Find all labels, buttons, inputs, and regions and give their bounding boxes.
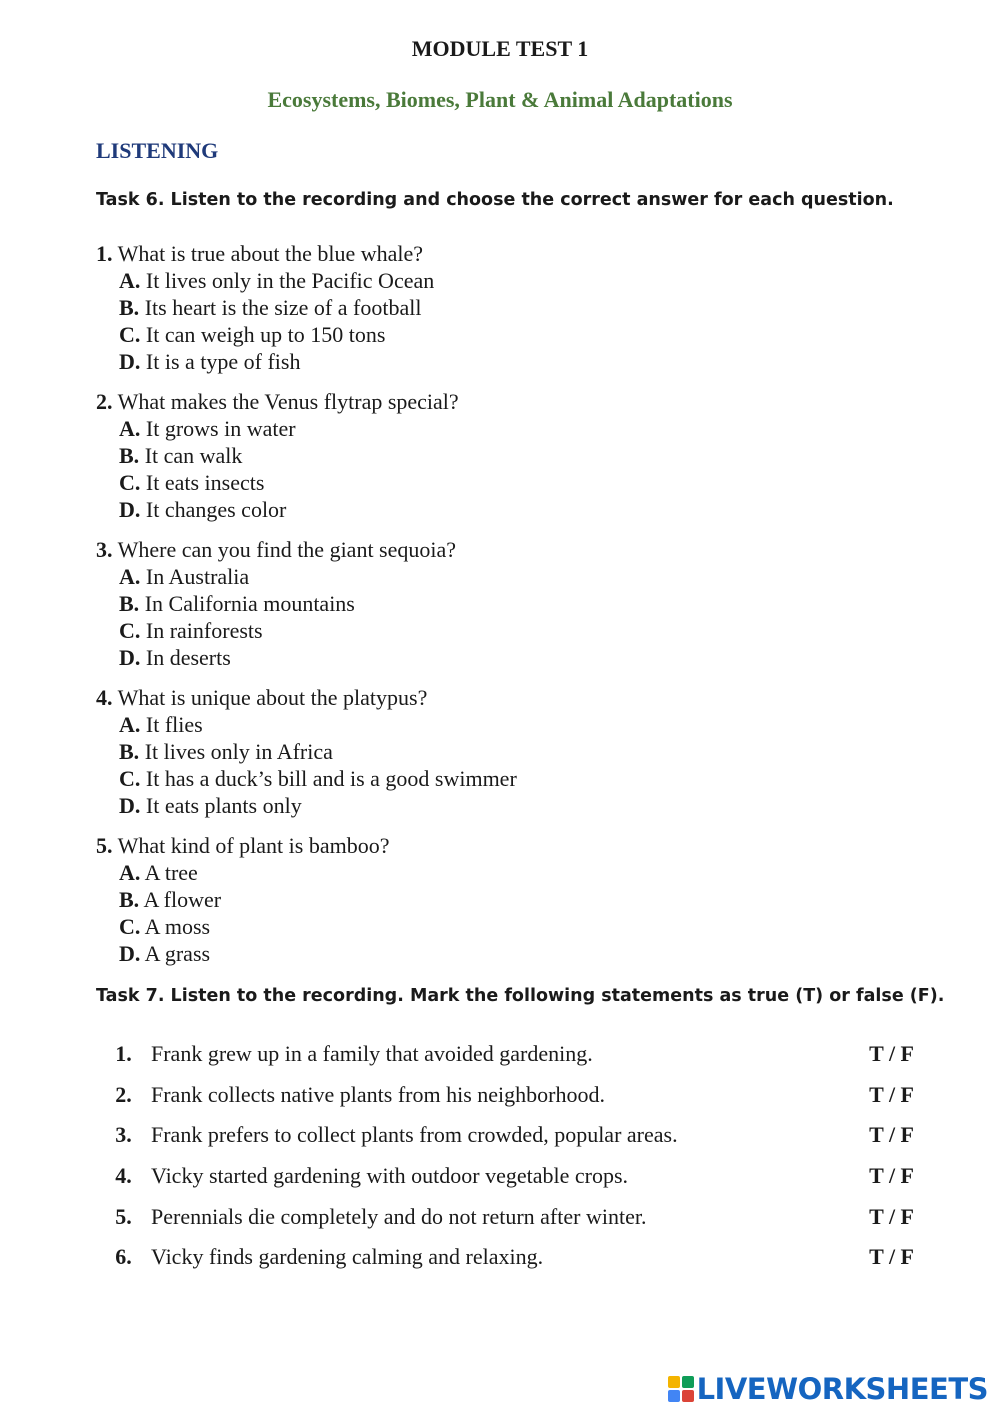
- true-false-choice[interactable]: T / F: [869, 1244, 914, 1270]
- option-text: A moss: [140, 914, 211, 939]
- task7-title: Task 7. Listen to the recording. Mark the following statements as true (T) or false (F).: [96, 986, 945, 1006]
- logo-text: LIVEWORKSHEETS: [696, 1372, 988, 1406]
- statement-number: 2.: [115, 1081, 132, 1107]
- option-letter: B.: [119, 443, 140, 468]
- option-letter: D.: [119, 349, 141, 374]
- statement-number: 4.: [115, 1163, 132, 1189]
- answer-option[interactable]: [96, 617, 956, 644]
- answer-option[interactable]: [96, 267, 956, 294]
- question-text: What is true about the blue whale?: [112, 241, 424, 266]
- answer-option[interactable]: [96, 469, 956, 496]
- answer-option[interactable]: [96, 859, 956, 886]
- option-text: It grows in water: [140, 416, 296, 441]
- answer-option[interactable]: [96, 442, 956, 469]
- option-letter: B.: [119, 739, 140, 764]
- statement-text: Vicky started gardening with outdoor vegetable crops.: [151, 1163, 629, 1189]
- option-text: It is a type of fish: [140, 349, 301, 374]
- option-text: In Australia: [140, 564, 250, 589]
- option-text: Its heart is the size of a football: [139, 295, 422, 320]
- answer-option[interactable]: [96, 644, 956, 671]
- option-letter: C.: [119, 766, 141, 791]
- page-title: MODULE TEST 1: [411, 36, 589, 61]
- page-subtitle: Ecosystems, Biomes, Plant & Animal Adaptations: [267, 87, 733, 112]
- answer-option[interactable]: [96, 415, 956, 442]
- statement-row: [96, 1237, 928, 1278]
- option-letter: D.: [119, 497, 141, 522]
- true-false-choice[interactable]: T / F: [869, 1081, 914, 1107]
- statement-number: 3.: [115, 1122, 132, 1148]
- option-letter: B.: [119, 295, 140, 320]
- statement-text: Frank collects native plants from his neighborhood.: [151, 1081, 605, 1107]
- true-false-choice[interactable]: T / F: [869, 1163, 914, 1189]
- answer-option[interactable]: [96, 711, 956, 738]
- option-text: It can walk: [139, 443, 243, 468]
- question-text: Where can you find the giant sequoia?: [112, 537, 457, 562]
- option-text: It has a duck’s bill and is a good swimmer: [140, 766, 517, 791]
- option-text: It can weigh up to 150 tons: [140, 322, 386, 347]
- true-false-choice[interactable]: T / F: [869, 1203, 914, 1229]
- question-text: What makes the Venus flytrap special?: [112, 389, 459, 414]
- statement-row: [96, 1075, 928, 1116]
- answer-option[interactable]: [96, 294, 956, 321]
- option-letter: C.: [119, 914, 141, 939]
- task6-title: Task 6. Listen to the recording and choose the correct answer for each question.: [96, 190, 894, 210]
- statement-text: Frank prefers to collect plants from crowded, popular areas.: [151, 1122, 678, 1148]
- statement-text: Perennials die completely and do not return after winter.: [151, 1203, 647, 1229]
- option-letter: D.: [119, 793, 141, 818]
- question-stem: [96, 832, 956, 859]
- true-false-choice[interactable]: T / F: [869, 1122, 914, 1148]
- question-text: What is unique about the platypus?: [112, 685, 428, 710]
- option-letter: A.: [119, 860, 141, 885]
- question-number: 5.: [96, 833, 113, 858]
- question-number: 3.: [96, 537, 113, 562]
- answer-option[interactable]: [96, 738, 956, 765]
- liveworksheets-logo-icon: [668, 1376, 694, 1402]
- option-text: It eats plants only: [140, 793, 302, 818]
- option-text: It changes color: [140, 497, 287, 522]
- answer-option[interactable]: [96, 321, 956, 348]
- option-letter: A.: [119, 564, 141, 589]
- question-number: 1.: [96, 241, 113, 266]
- answer-option[interactable]: [96, 940, 956, 967]
- option-text: In California mountains: [139, 591, 355, 616]
- answer-option[interactable]: [96, 348, 956, 375]
- answer-option[interactable]: [96, 913, 956, 940]
- section-heading-listening: LISTENING: [96, 138, 219, 163]
- answer-option[interactable]: [96, 496, 956, 523]
- statement-row: [96, 1156, 928, 1197]
- question-number: 4.: [96, 685, 113, 710]
- task7-statements-table: [96, 1034, 928, 1278]
- answer-option[interactable]: [96, 792, 956, 819]
- statement-number: 6.: [115, 1244, 132, 1270]
- question-stem: [96, 684, 956, 711]
- statement-text: Vicky finds gardening calming and relaxing.: [151, 1244, 544, 1270]
- question-number: 2.: [96, 389, 113, 414]
- option-letter: D.: [119, 645, 141, 670]
- option-letter: A.: [119, 416, 141, 441]
- option-text: It lives only in Africa: [139, 739, 333, 764]
- option-text: A grass: [140, 941, 211, 966]
- option-text: It flies: [140, 712, 203, 737]
- question-stem: [96, 388, 956, 415]
- question-stem: [96, 536, 956, 563]
- question-4: [96, 684, 956, 819]
- answer-option[interactable]: [96, 886, 956, 913]
- answer-option[interactable]: [96, 765, 956, 792]
- option-text: A tree: [140, 860, 198, 885]
- option-text: A flower: [139, 887, 222, 912]
- task6-questions: [96, 240, 956, 980]
- question-5: [96, 832, 956, 967]
- statement-number: 1.: [115, 1041, 132, 1067]
- answer-option[interactable]: [96, 590, 956, 617]
- option-text: In deserts: [140, 645, 231, 670]
- statement-number: 5.: [115, 1203, 132, 1229]
- option-letter: C.: [119, 470, 141, 495]
- true-false-choice[interactable]: T / F: [869, 1041, 914, 1067]
- liveworksheets-logo: [668, 1372, 988, 1406]
- question-3: [96, 536, 956, 671]
- option-letter: A.: [119, 268, 141, 293]
- question-1: [96, 240, 956, 375]
- option-letter: B.: [119, 591, 140, 616]
- statement-row: [96, 1115, 928, 1156]
- option-letter: C.: [119, 618, 141, 643]
- statement-text: Frank grew up in a family that avoided gardening.: [151, 1041, 593, 1067]
- statement-row: [96, 1196, 928, 1237]
- statement-row: [96, 1034, 928, 1075]
- answer-option[interactable]: [96, 563, 956, 590]
- option-letter: C.: [119, 322, 141, 347]
- question-2: [96, 388, 956, 523]
- option-letter: D.: [119, 941, 141, 966]
- question-stem: [96, 240, 956, 267]
- option-text: It lives only in the Pacific Ocean: [140, 268, 435, 293]
- option-text: It eats insects: [140, 470, 265, 495]
- option-letter: B.: [119, 887, 140, 912]
- option-letter: A.: [119, 712, 141, 737]
- option-text: In rainforests: [140, 618, 263, 643]
- question-text: What kind of plant is bamboo?: [112, 833, 390, 858]
